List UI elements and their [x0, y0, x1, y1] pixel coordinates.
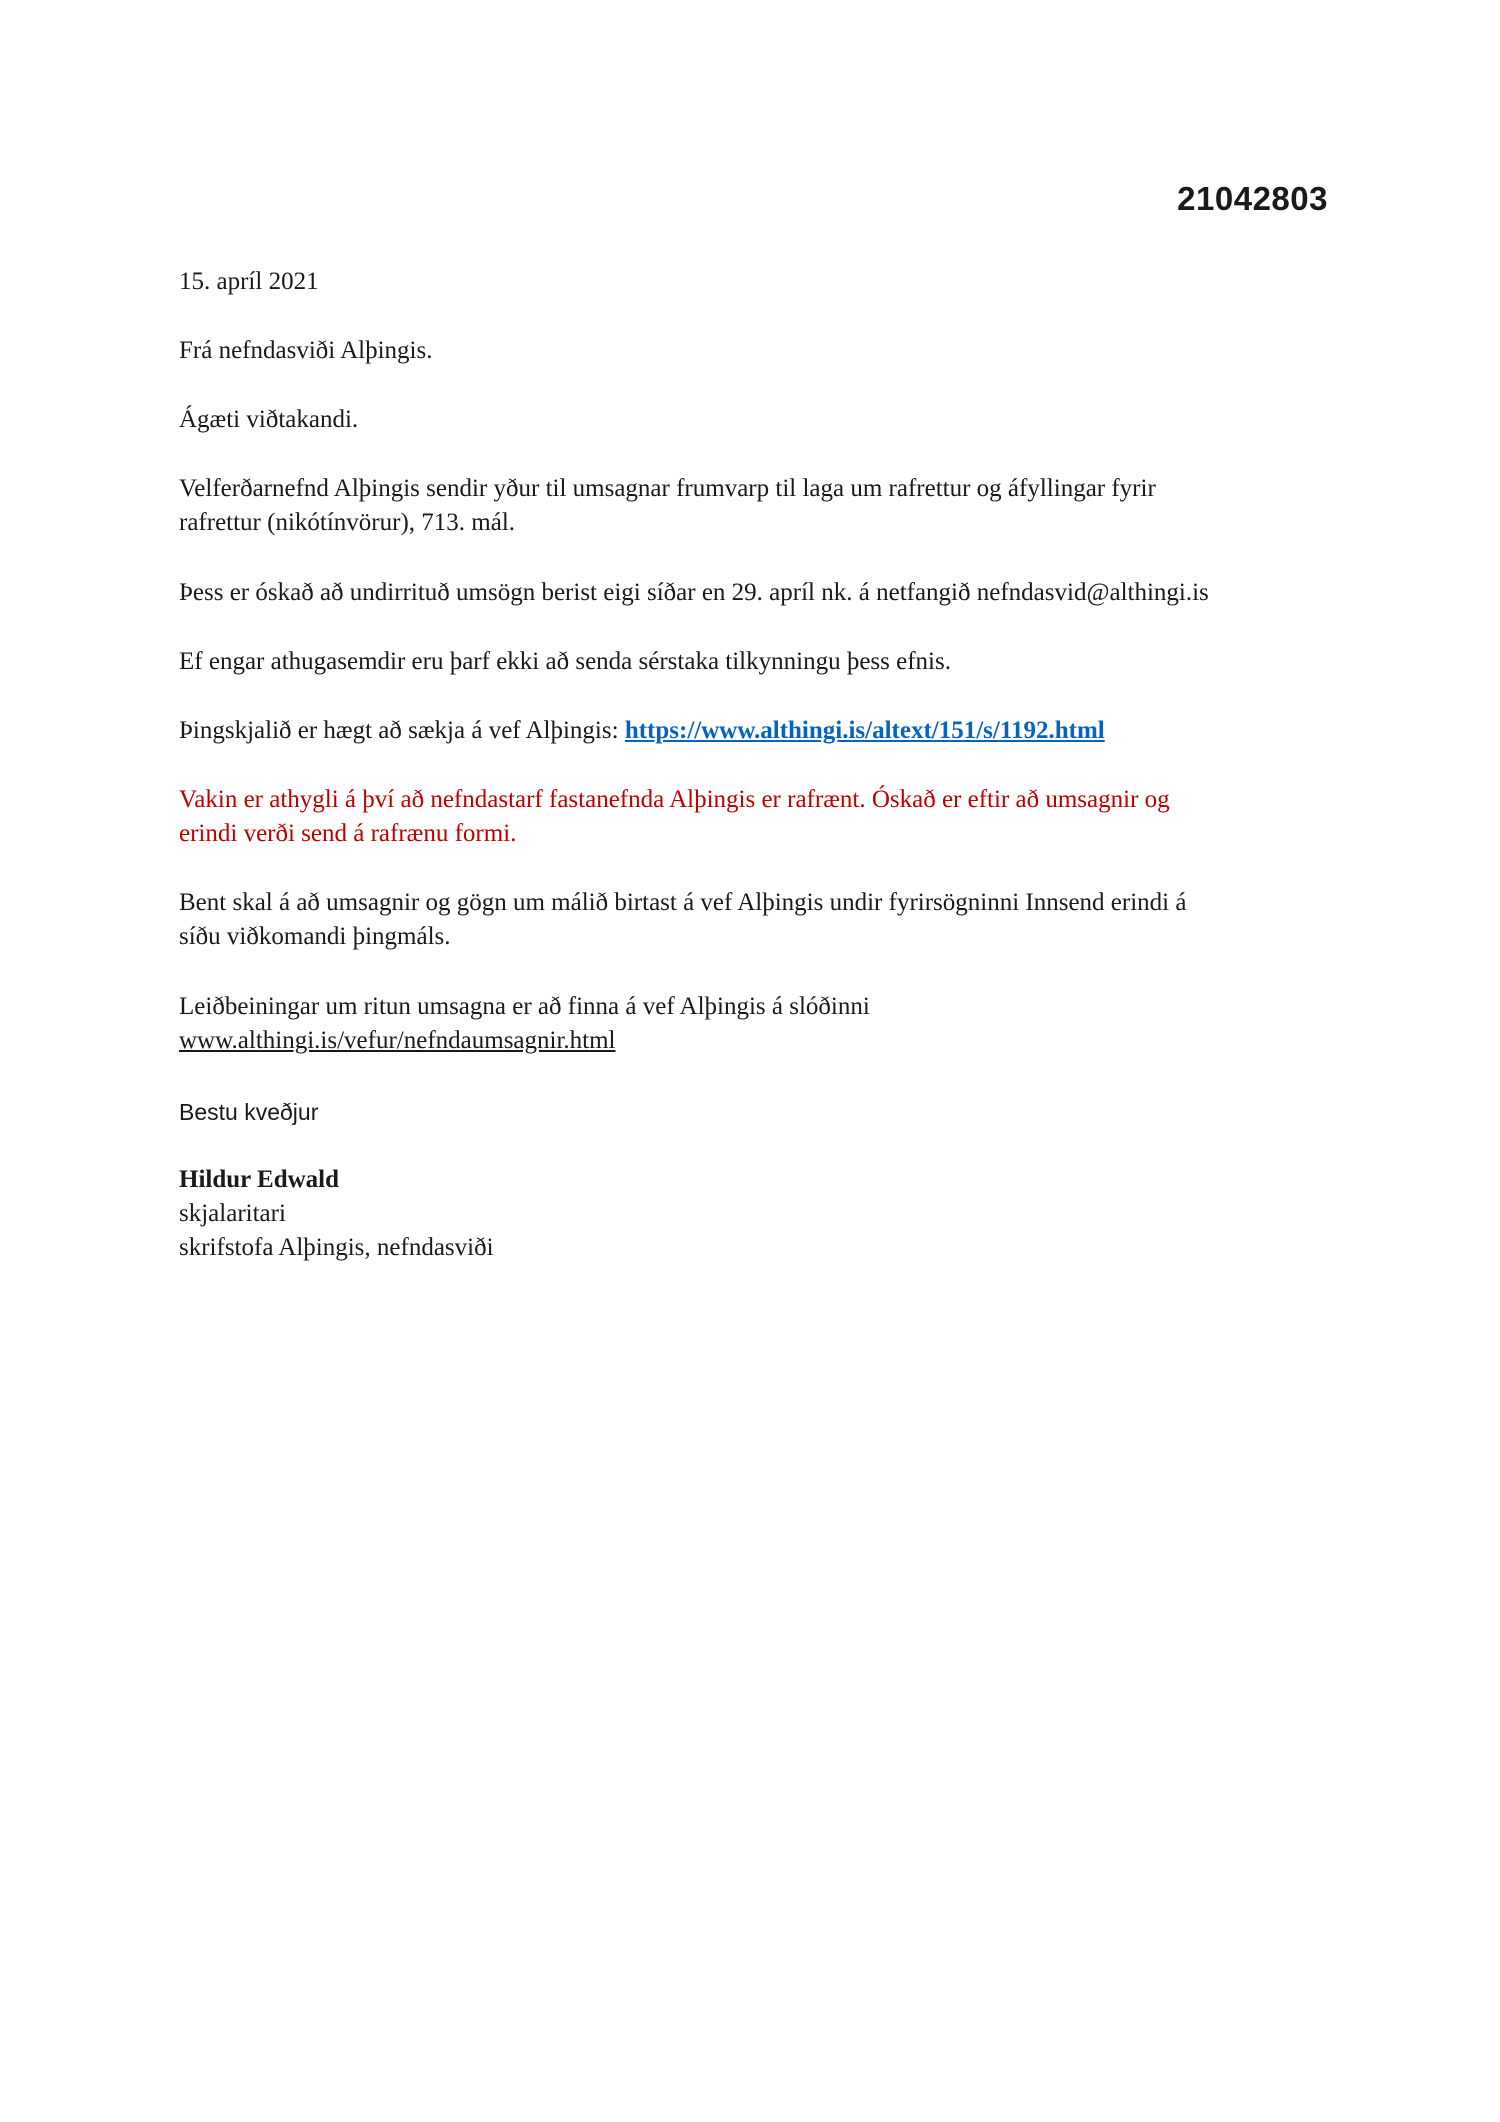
- closing-line: Bestu kveðjur: [179, 1099, 319, 1125]
- electronic-notice-line-2: erindi verði send á rafrænu formi.: [179, 820, 517, 847]
- no-comments-paragraph: Ef engar athugasemdir eru þarf ekki að senda sérstaka tilkynningu þess efnis.: [179, 648, 951, 675]
- publish-paragraph: [179, 886, 1339, 954]
- document-link-paragraph: [179, 714, 1339, 748]
- document-link-prefix: Þingskjalið er hægt að sækja á vef Alþingis:: [179, 717, 625, 744]
- deadline-paragraph: Þess er óskað að undirrituð umsögn berist eigi síðar en 29. apríl nk. á netfangið nefndasvid@althingi.is: [179, 579, 1209, 606]
- guidelines-line-1: Leiðbeiningar um ritun umsagna er að finna á vef Alþingis á slóðinni: [179, 993, 870, 1020]
- request-paragraph: [179, 472, 1339, 540]
- signer-title: skjalaritari: [179, 1200, 286, 1227]
- request-line-1: Velferðarnefnd Alþingis sendir yður til umsagnar frumvarp til laga um rafrettur og áfyllingar fyrir: [179, 475, 1156, 502]
- guidelines-link[interactable]: www.althingi.is/vefur/nefndaumsagnir.html: [179, 1027, 616, 1054]
- document-link[interactable]: https://www.althingi.is/altext/151/s/1192.html: [624, 717, 1105, 744]
- publish-line-1: Bent skal á að umsagnir og gögn um málið birtast á vef Alþingis undir fyrirsögninni Innsend erindi á: [179, 889, 1187, 916]
- reference-number: 21042803: [1177, 180, 1328, 217]
- guidelines-paragraph: [179, 990, 1339, 1058]
- sender-line: Frá nefndasviði Alþingis.: [179, 337, 433, 364]
- publish-line-2: síðu viðkomandi þingmáls.: [179, 923, 451, 950]
- signer-name: Hildur Edwald: [179, 1166, 340, 1193]
- signer-office: skrifstofa Alþingis, nefndasviði: [179, 1234, 494, 1261]
- electronic-notice-paragraph: [179, 783, 1339, 851]
- signature-block: [179, 1163, 1339, 1265]
- request-line-2: rafrettur (nikótínvörur), 713. mál.: [179, 509, 516, 536]
- greeting: Ágæti viðtakandi.: [179, 406, 359, 433]
- electronic-notice-line-1: Vakin er athygli á því að nefndastarf fastanefnda Alþingis er rafrænt. Óskað er eftir að umsagnir og: [179, 786, 1170, 813]
- letter-date: 15. apríl 2021: [179, 268, 319, 295]
